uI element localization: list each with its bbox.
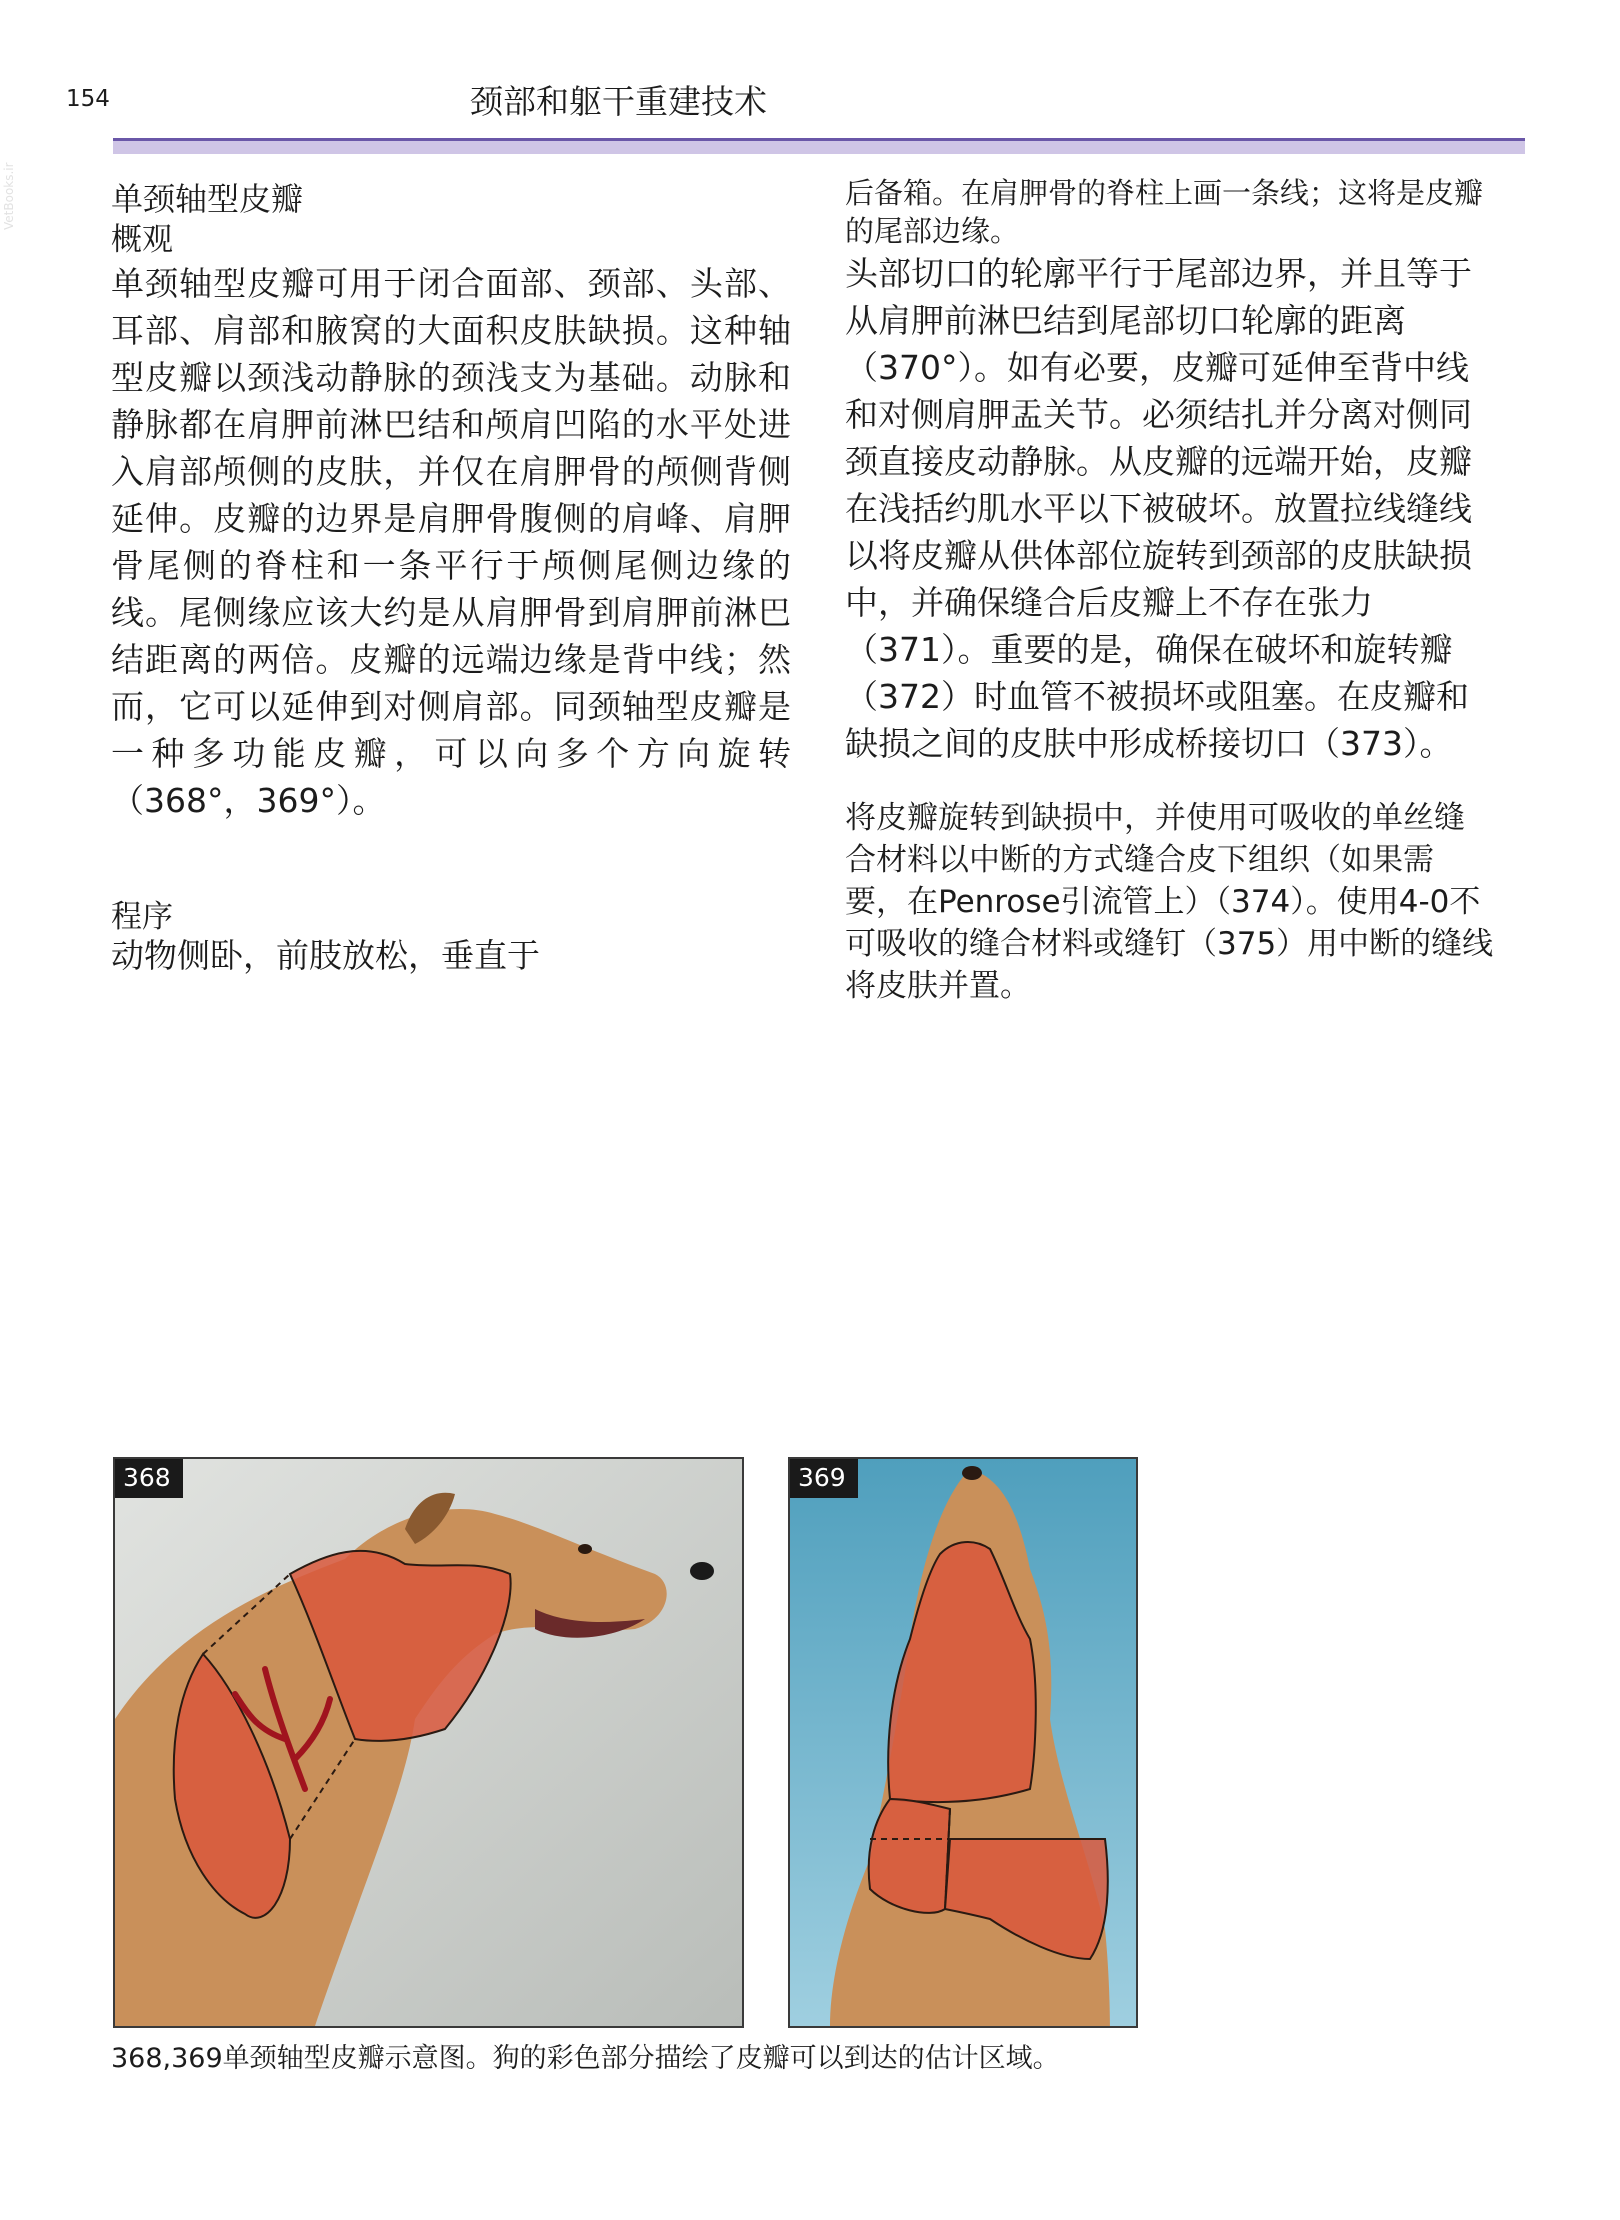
dog-nose <box>690 1562 714 1580</box>
overview-text: 单颈轴型皮瓣可用于闭合面部、颈部、头部、耳部、肩部和腋窝的大面积皮肤缺损。这种轴型皮瓣以颈浅动静脉的颈浅支为基础。动脉和静脉都在肩胛前淋巴结和颅肩凹陷的水平处进入肩部颅侧的皮肤，并仅在肩胛骨的颅侧背侧延伸。皮瓣的边界是肩胛骨腹侧的肩峰、肩胛骨尾侧的脊柱和一条平行于颅侧尾侧边缘的线。尾侧缘应该大约是从肩胛骨到肩胛前淋巴结距离的两倍。皮瓣的远端边缘是背中线；然而，它可以延伸到对侧肩部。同颈轴型皮瓣是一种多功能皮瓣，可以向多个方向旋转（368°，369°）。 <box>111 264 791 820</box>
figure-368 <box>113 1457 744 2028</box>
overview-title: 概观 <box>111 222 173 258</box>
figure-label-369: 369 <box>790 1459 858 1498</box>
watermark: VetBooks.ir <box>2 162 16 230</box>
figure-369 <box>788 1457 1138 2028</box>
continuation-text: 后备箱。在肩胛骨的脊柱上画一条线；这将是皮瓣的尾部边缘。 <box>845 176 1484 248</box>
paragraph-1: 头部切口的轮廓平行于尾部边界，并且等于从肩胛前淋巴结到尾部切口轮廓的距离（370°）。如有必要，皮瓣可延伸至背中线和对侧肩胛盂关节。必须结扎并分离对侧同颈直接皮动静脉。从皮瓣的远端开始，皮瓣在浅括约肌水平以下被破坏。放置拉线缝线以将皮瓣从供体部位旋转到颈部的皮肤缺损中，并确保缝合后皮瓣上不存在张力（371）。重要的是，确保在破坏和旋转瓣（372）时血管不被损坏或阻塞。在皮瓣和缺损之间的皮肤中形成桥接切口（373）。 <box>845 254 1472 763</box>
paragraph-2: 将皮瓣旋转到缺损中，并使用可吸收的单丝缝合材料以中断的方式缝合皮下组织（如果需要，在Penrose引流管上）（374）。使用4-0不可吸收的缝合材料或缝钉（375）用中断的缝线将皮肤并置。 <box>845 800 1494 1004</box>
figure-label-368: 368 <box>115 1459 183 1498</box>
header-rule <box>113 138 1525 154</box>
right-column <box>845 174 1495 1007</box>
flap-shoulder-left <box>869 1799 950 1913</box>
section-title: 单颈轴型皮瓣 <box>111 180 304 218</box>
figure-caption: 368,369单颈轴型皮瓣示意图。狗的彩色部分描绘了皮瓣可以到达的估计区域。 <box>111 2043 1060 2074</box>
dog-nose <box>962 1466 982 1480</box>
procedure-title: 程序 <box>111 899 173 935</box>
page-number: 154 <box>66 86 110 112</box>
left-column <box>111 178 791 976</box>
dog-eye <box>578 1544 592 1554</box>
procedure-text: 动物侧卧，前肢放松，垂直于 <box>111 936 540 975</box>
figure-368-illustration <box>115 1459 742 2026</box>
figure-369-illustration <box>790 1459 1136 2026</box>
running-title: 颈部和躯干重建技术 <box>470 82 767 121</box>
